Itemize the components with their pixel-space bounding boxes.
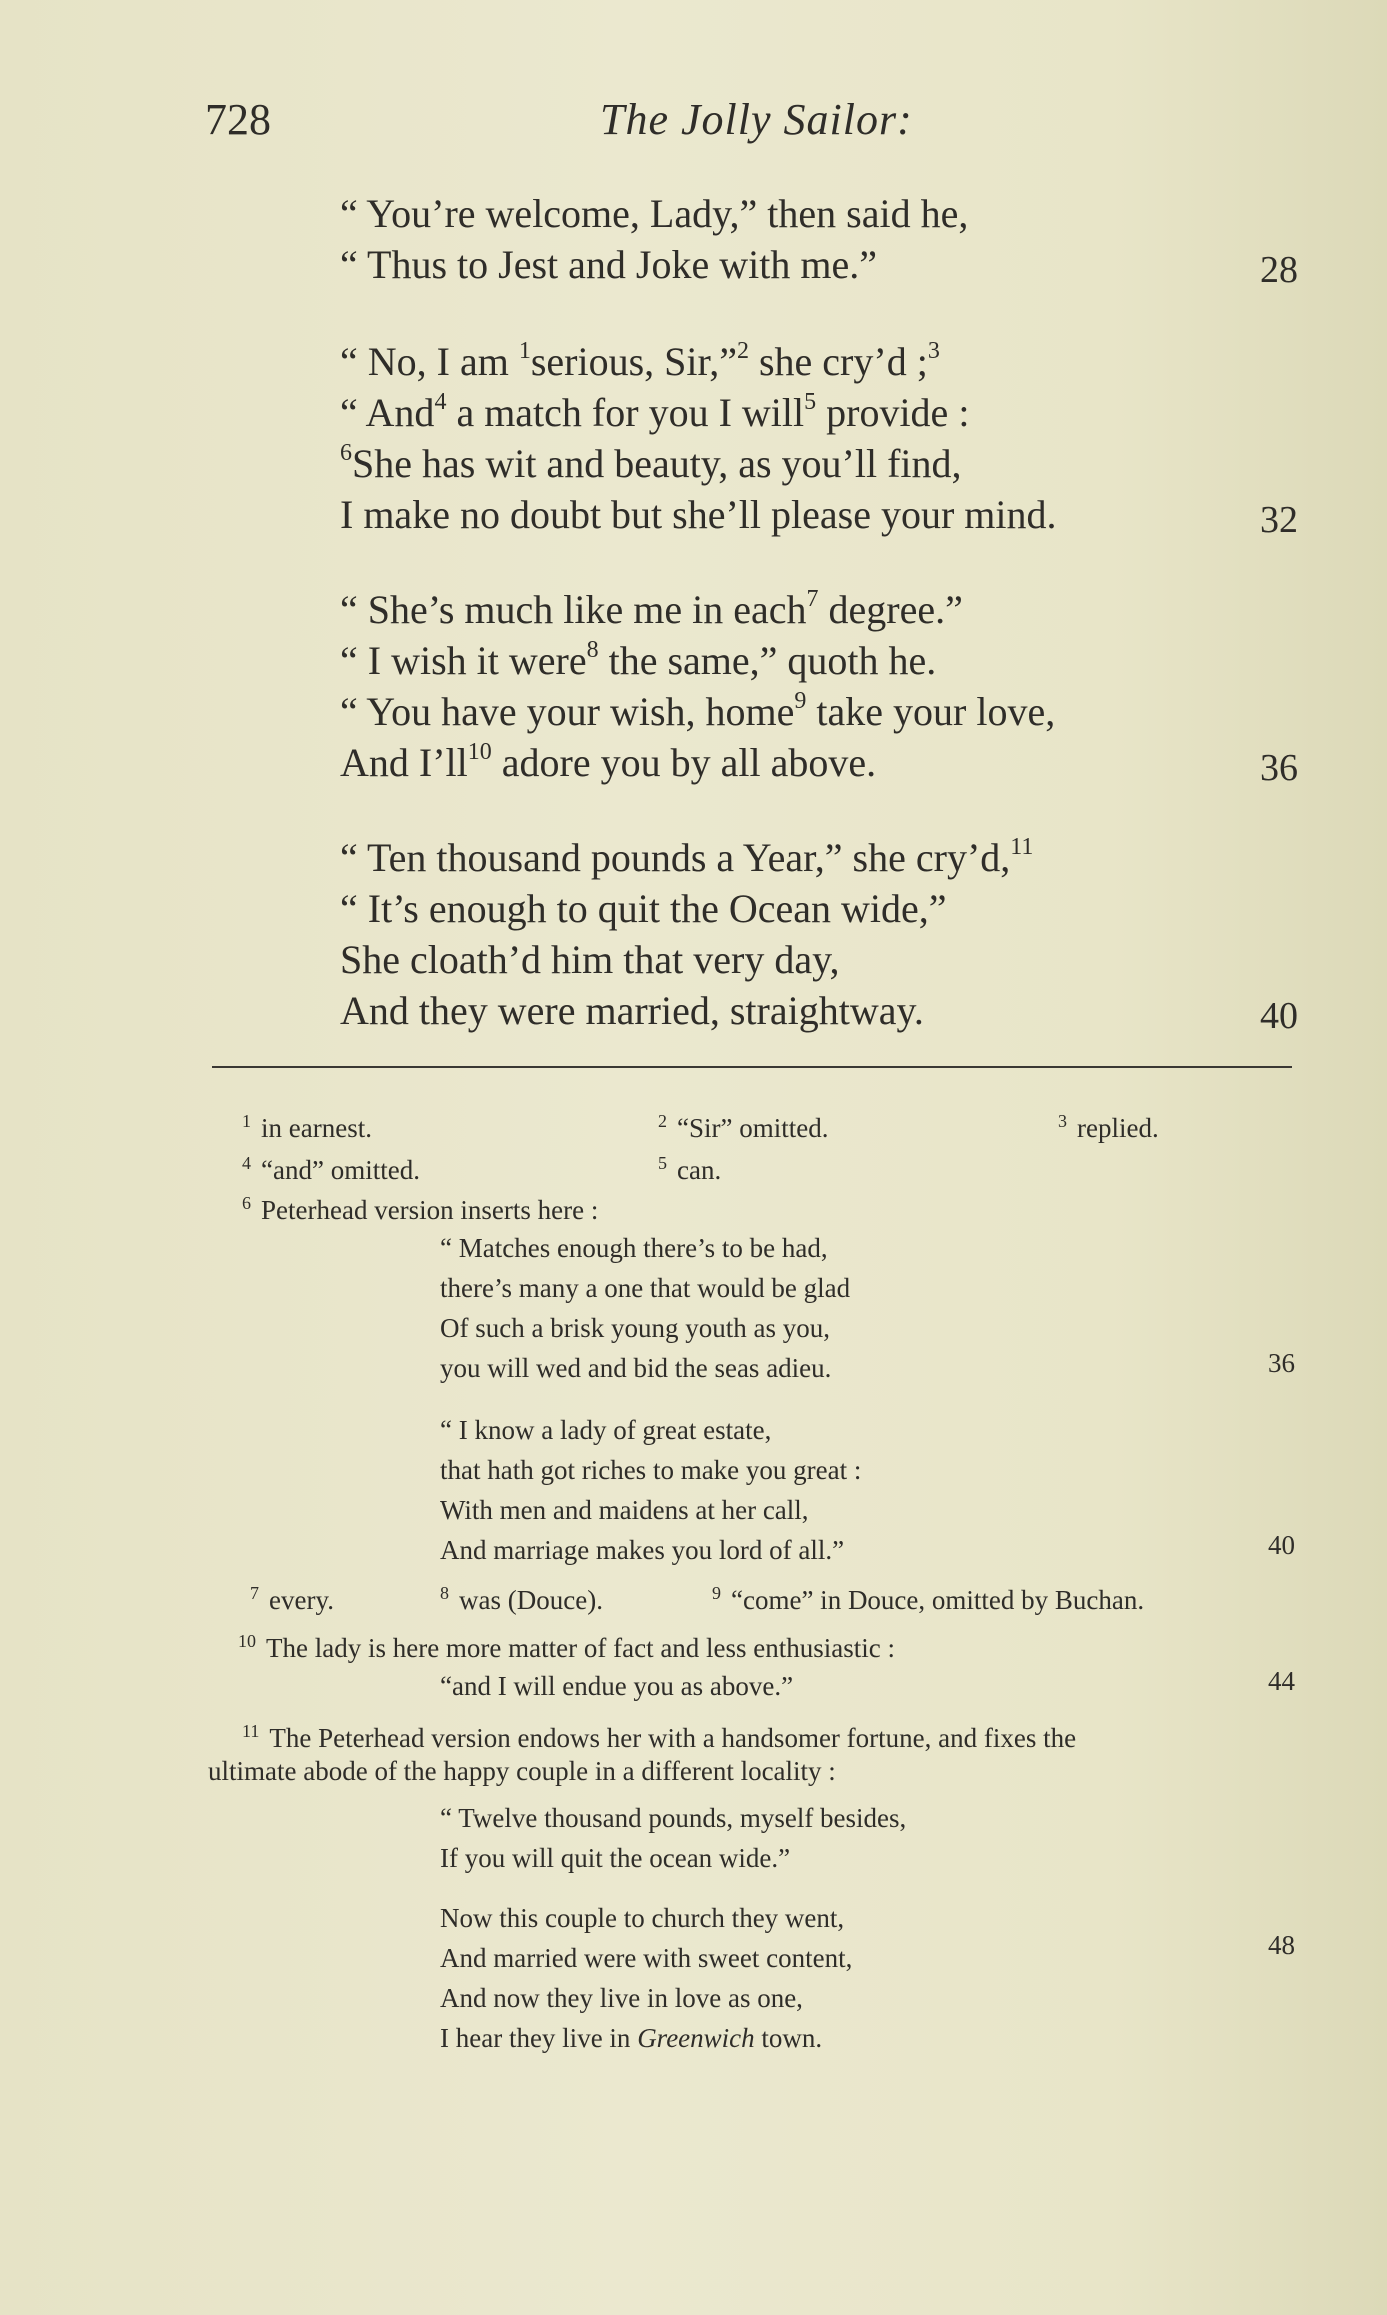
stanza-2 <box>340 336 1300 540</box>
footnote-ref: 5 <box>804 389 817 416</box>
footnote-4: 4 “and” omitted. <box>242 1153 420 1185</box>
verse-line: “ You have your wish, home$^9$ take your love, <box>340 688 1056 734</box>
footnote-divider <box>212 1066 1292 1068</box>
footnote-ref: 3 <box>927 338 940 365</box>
line-number: 40 <box>1260 995 1298 1037</box>
verse-line: “ You’re welcome, Lady,” then said he, <box>340 191 969 236</box>
footnote-3: 3 replied. <box>1058 1111 1159 1143</box>
line-number: 36 <box>1260 747 1298 789</box>
footnote-ref: 4 <box>434 389 447 416</box>
quoted-line: “ Twelve thousand pounds, myself besides, <box>440 1803 907 1833</box>
footnote-2: 2 “Sir” omitted. <box>658 1111 829 1143</box>
quoted-line: “ Matches enough there’s to be had, <box>440 1233 828 1263</box>
footnote-6: 6 Peterhead version inserts here : <box>242 1193 599 1225</box>
footnote-ref: 9 <box>794 688 807 715</box>
quoted-line: there’s many a one that would be glad <box>440 1273 851 1303</box>
stanza-3 <box>340 584 1300 788</box>
footnote-ref: 6 <box>340 440 352 467</box>
verse-line: I make no doubt but she’ll please your mind. 32 <box>340 489 1300 540</box>
quoted-line: Now this couple to church they went, <box>440 1903 845 1933</box>
footnote-10: 10 The lady is here more matter of fact and less enthusiastic : <box>238 1631 896 1663</box>
footnote-ref: 2 <box>736 338 749 365</box>
footnote-ref: 10 <box>467 739 492 766</box>
footnote-1: 1 in earnest. <box>242 1111 372 1143</box>
quoted-line: With men and maidens at her call, <box>440 1495 809 1525</box>
line-number: 44 <box>1268 1666 1295 1696</box>
running-title: The Jolly Sailor: <box>600 95 913 144</box>
footnote-ref: 8 <box>586 637 599 664</box>
quoted-line: If you will quit the ocean wide.” <box>440 1843 791 1873</box>
quoted-line: And now they live in love as one, <box>440 1983 803 2013</box>
verse-line: She cloath’d him that very day, <box>340 937 840 982</box>
line-number: 28 <box>1260 249 1298 291</box>
line-number: 40 <box>1268 1530 1295 1560</box>
footnote-7: 7 every. <box>250 1583 334 1615</box>
footnote-5: 5 can. <box>658 1153 722 1185</box>
quoted-line: that hath got riches to make you great : <box>440 1455 862 1485</box>
quoted-line: you will wed and bid the seas adieu. <box>440 1353 832 1383</box>
verse-line: “ And$^4$ a match for you I will$^5$ provide : <box>340 389 970 435</box>
quoted-line: Of such a brisk young youth as you, <box>440 1313 830 1343</box>
verse-line: And $I’ll^{10}$ adore you by all above. 36 <box>340 737 1300 788</box>
stanza-1 <box>340 188 1300 290</box>
quoted-line: “ I know a lady of great estate, <box>440 1415 772 1445</box>
verse-line: $^6$She has wit and beauty, as you’ll find, <box>340 440 962 486</box>
place-name: Greenwich <box>637 2023 755 2053</box>
line-number: 48 <box>1268 1930 1295 1960</box>
quoted-line: “and I will endue you as above.” <box>440 1671 794 1701</box>
footnote-9: 9 “come” in Douce, omitted by Buchan. <box>712 1583 1145 1615</box>
line-number: 32 <box>1260 499 1298 541</box>
quoted-line: And married were with sweet content, <box>440 1943 853 1973</box>
verse-line: “ Ten thousand pounds a Year,” she cry’d,$^{11}$ <box>340 834 1034 880</box>
stanza-4 <box>340 832 1300 1036</box>
footnote-11: 11 The Peterhead version endows her with a handsomer fortune, and fixes the <box>242 1721 1077 1753</box>
quoted-line: I hear they live in Greenwich town. <box>440 2023 823 2053</box>
verse-line: “ She’s much like me in each$^7$ degree.” <box>340 586 963 632</box>
line-number: 36 <box>1268 1348 1295 1378</box>
page-number: 728 <box>205 95 271 144</box>
verse-line: “ It’s enough to quit the Ocean wide,” <box>340 886 947 931</box>
footnote-ref: 11 <box>1010 834 1034 861</box>
footnote-ref: 1 <box>518 338 531 365</box>
footnote-8: 8 was (Douce). <box>440 1583 603 1615</box>
verse-line: “ Thus to Jest and Joke with me.” 28 <box>340 239 1300 290</box>
verse-line: And they were married, straightway. 40 <box>340 985 1300 1036</box>
verse-line: “ I wish it were$^8$ the same,” quoth he. <box>340 637 937 683</box>
quoted-line: And marriage makes you lord of all.” <box>440 1535 845 1565</box>
footnote-11-continued: ultimate abode of the happy couple in a different locality : <box>208 1756 836 1786</box>
footnote-ref: 7 <box>806 586 819 613</box>
verse-line: “ No, I am $^1$serious, Sir,”$^2$ she cry’d ;$^3$ <box>340 338 940 384</box>
